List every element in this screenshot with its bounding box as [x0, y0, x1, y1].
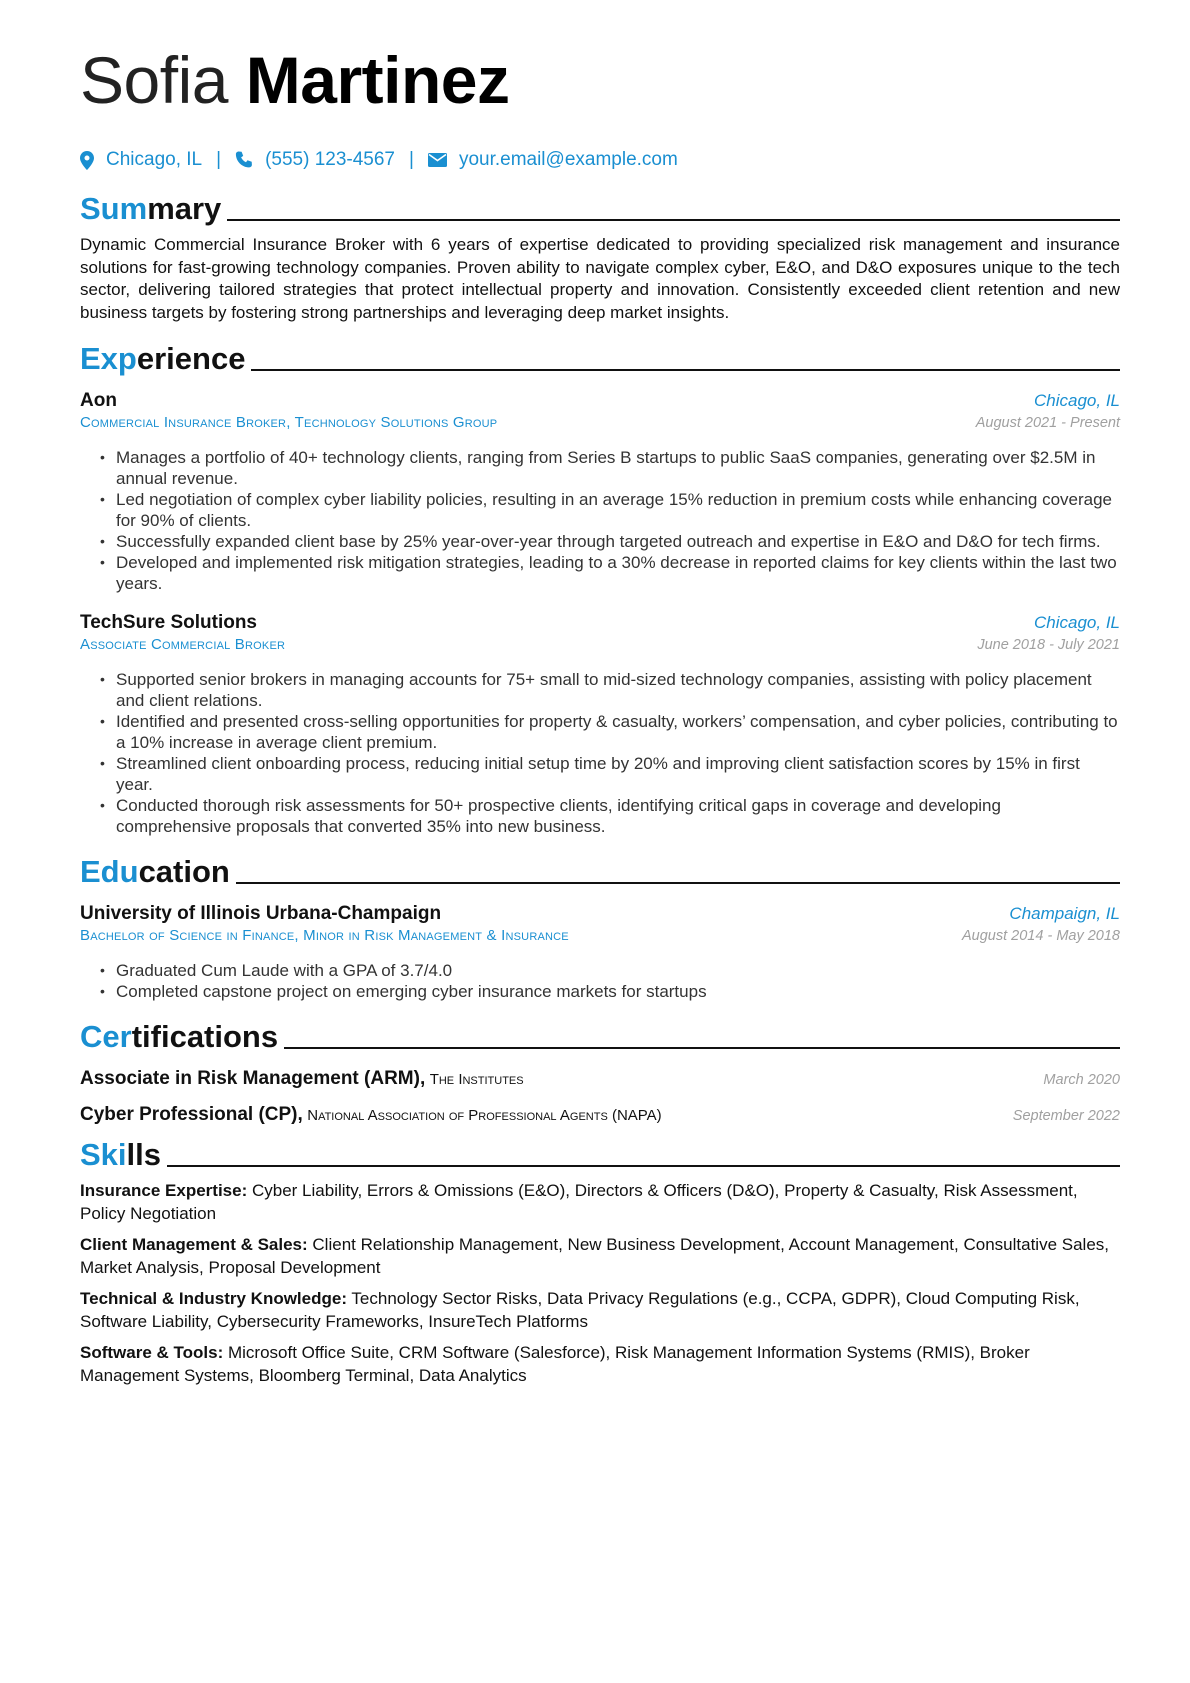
education-heading	[80, 847, 1120, 891]
bullet-item: • Identified and presented cross-selling opportunities for property & casualty, workers’ compensation, and cyber policies, contributing to a 10% increase in average client premium.	[116, 711, 1120, 753]
contact-separator: |	[409, 149, 414, 170]
candidate-name	[80, 40, 1120, 120]
map-marker-icon	[80, 151, 94, 170]
phone-text: (555) 123-4567	[265, 149, 395, 170]
bullet-item: • Conducted thorough risk assessments for 50+ prospective clients, identifying critical gaps in coverage and developing comprehensive proposals that converted 35% into new business.	[116, 795, 1120, 837]
email-link[interactable]: your.email@example.com	[458, 149, 678, 170]
school-name: University of Illinois Urbana-Champaign	[80, 903, 442, 924]
contact-email[interactable]	[428, 149, 678, 171]
section-title: Skills	[80, 1137, 161, 1172]
skill-group	[80, 1342, 1120, 1387]
bullet-item: • Manages a portfolio of 40+ technology clients, ranging from Series B startups to public SaaS companies, generating over $2.5M in annual revenue.	[116, 447, 1120, 489]
contact-location	[80, 149, 202, 171]
section-title: Summary	[80, 191, 222, 226]
section-title: Experience	[80, 341, 246, 376]
job-bullets	[80, 669, 1120, 837]
school-location: Champaign, IL	[1009, 904, 1120, 923]
certification-name: Cyber Professional (CP)	[80, 1104, 298, 1125]
degree: Bachelor of Science in Finance, Minor in Risk Management & Insurance	[80, 927, 569, 944]
bullet-item: • Streamlined client onboarding process, reducing initial setup time by 20% and improving client satisfaction scores by 15% in first year.	[116, 753, 1120, 795]
job-location: Chicago, IL	[1034, 613, 1120, 632]
first-name: Sofia	[80, 43, 228, 117]
certification-org: National Association of Professional Agents (NAPA)	[307, 1107, 662, 1124]
skills-section	[80, 1130, 1120, 1387]
section-rule	[284, 1047, 1120, 1049]
phone-icon	[235, 151, 253, 169]
skill-text: Cyber Liability, Errors & Omissions (E&O), Directors & Officers (D&O), Property & Casualty, Risk Assessment, Policy Negotiation	[80, 1181, 1078, 1223]
summary-text: Dynamic Commercial Insurance Broker with 6 years of expertise dedicated to providing specialized risk management and insurance solutions for fast-growing technology companies. Proven ability to navigate complex cyber, E&O, and D&O exposures unique to the tech sector, delivering tailored strategies that protect intellectual property and innovation. Consistently exceeded client retention and new business targets by fostering strong partnerships and leveraging deep market insights.	[80, 235, 1120, 322]
job-bullets	[80, 447, 1120, 594]
bullet-item: • Developed and implemented risk mitigation strategies, leading to a 30% decrease in reported claims for key clients within the last two years.	[116, 552, 1120, 594]
bullet-item: • Successfully expanded client base by 25% year-over-year through targeted outreach and expertise in E&O and D&O for tech firms.	[116, 531, 1120, 552]
education-dates: August 2014 - May 2018	[962, 928, 1120, 944]
section-rule	[167, 1165, 1120, 1167]
certification-org: The Institutes	[429, 1071, 524, 1088]
certification-item: Cyber Professional (CP), National Association of Professional Agents (NAPA) September 2022	[80, 1104, 1120, 1125]
job-dates: August 2021 - Present	[975, 415, 1120, 431]
certifications-section	[80, 1012, 1120, 1126]
experience-heading	[80, 334, 1120, 378]
education-section	[80, 847, 1120, 1002]
skill-label: Software & Tools:	[80, 1343, 224, 1362]
job-role: Commercial Insurance Broker, Technology Solutions Group	[80, 414, 498, 431]
skill-group	[80, 1234, 1120, 1279]
skill-text: Technology Sector Risks, Data Privacy Regulations (e.g., CCPA, GDPR), Cloud Computing Risk, Software Liability, Cybersecurity Frameworks, InsureTech Platforms	[80, 1289, 1080, 1331]
certifications-heading	[80, 1012, 1120, 1056]
bullet-item: • Graduated Cum Laude with a GPA of 3.7/4.0	[116, 960, 1120, 981]
job-role: Associate Commercial Broker	[80, 636, 286, 653]
skill-label: Technical & Industry Knowledge:	[80, 1289, 347, 1308]
skill-group	[80, 1180, 1120, 1225]
education-bullets	[80, 960, 1120, 1002]
resume-page	[80, 40, 1120, 1387]
summary-heading	[80, 184, 1120, 228]
skill-group	[80, 1288, 1120, 1333]
contact-separator: |	[216, 149, 222, 170]
skills-heading	[80, 1130, 1120, 1174]
job-dates: June 2018 - July 2021	[977, 637, 1120, 653]
skill-label: Client Management & Sales:	[80, 1235, 308, 1254]
contact-bar	[80, 146, 1120, 174]
bullet-item: • Led negotiation of complex cyber liability policies, resulting in an average 15% reduction in premium costs while enhancing coverage for 90% of clients.	[116, 489, 1120, 531]
bullet-item: • Supported senior brokers in managing accounts for 75+ small to mid-sized technology companies, assisting with policy placement and client relations.	[116, 669, 1120, 711]
skill-label: Insurance Expertise:	[80, 1181, 248, 1200]
last-name: Martinez	[245, 43, 510, 117]
job-location: Chicago, IL	[1034, 391, 1120, 410]
certification-name: Associate in Risk Management (ARM)	[80, 1068, 420, 1089]
section-title: Certifications	[80, 1019, 279, 1054]
section-title: Education	[80, 854, 230, 889]
education-entry	[80, 903, 1120, 1002]
section-rule	[236, 882, 1120, 884]
certification-item: Associate in Risk Management (ARM), The Institutes March 2020	[80, 1068, 1120, 1089]
experience-section	[80, 334, 1120, 837]
contact-phone[interactable]	[235, 149, 395, 171]
section-rule	[227, 219, 1120, 221]
section-rule	[251, 369, 1120, 371]
summary-section	[80, 184, 1120, 324]
company-name: Aon	[80, 390, 117, 411]
location-text: Chicago, IL	[106, 149, 203, 170]
certification-date: March 2020	[1043, 1072, 1120, 1088]
bullet-item: • Completed capstone project on emerging cyber insurance markets for startups	[116, 981, 1120, 1002]
company-name: TechSure Solutions	[80, 612, 258, 633]
envelope-icon	[428, 153, 447, 167]
job-entry	[80, 390, 1120, 594]
skill-text: Microsoft Office Suite, CRM Software (Salesforce), Risk Management Information Systems (RMIS), Broker Management Systems, Bloomberg Terminal, Data Analytics	[80, 1343, 1030, 1385]
skill-text: Client Relationship Management, New Business Development, Account Management, Consultative Sales, Market Analysis, Proposal Development	[80, 1235, 1109, 1277]
certification-date: September 2022	[1012, 1108, 1120, 1124]
job-entry	[80, 612, 1120, 837]
